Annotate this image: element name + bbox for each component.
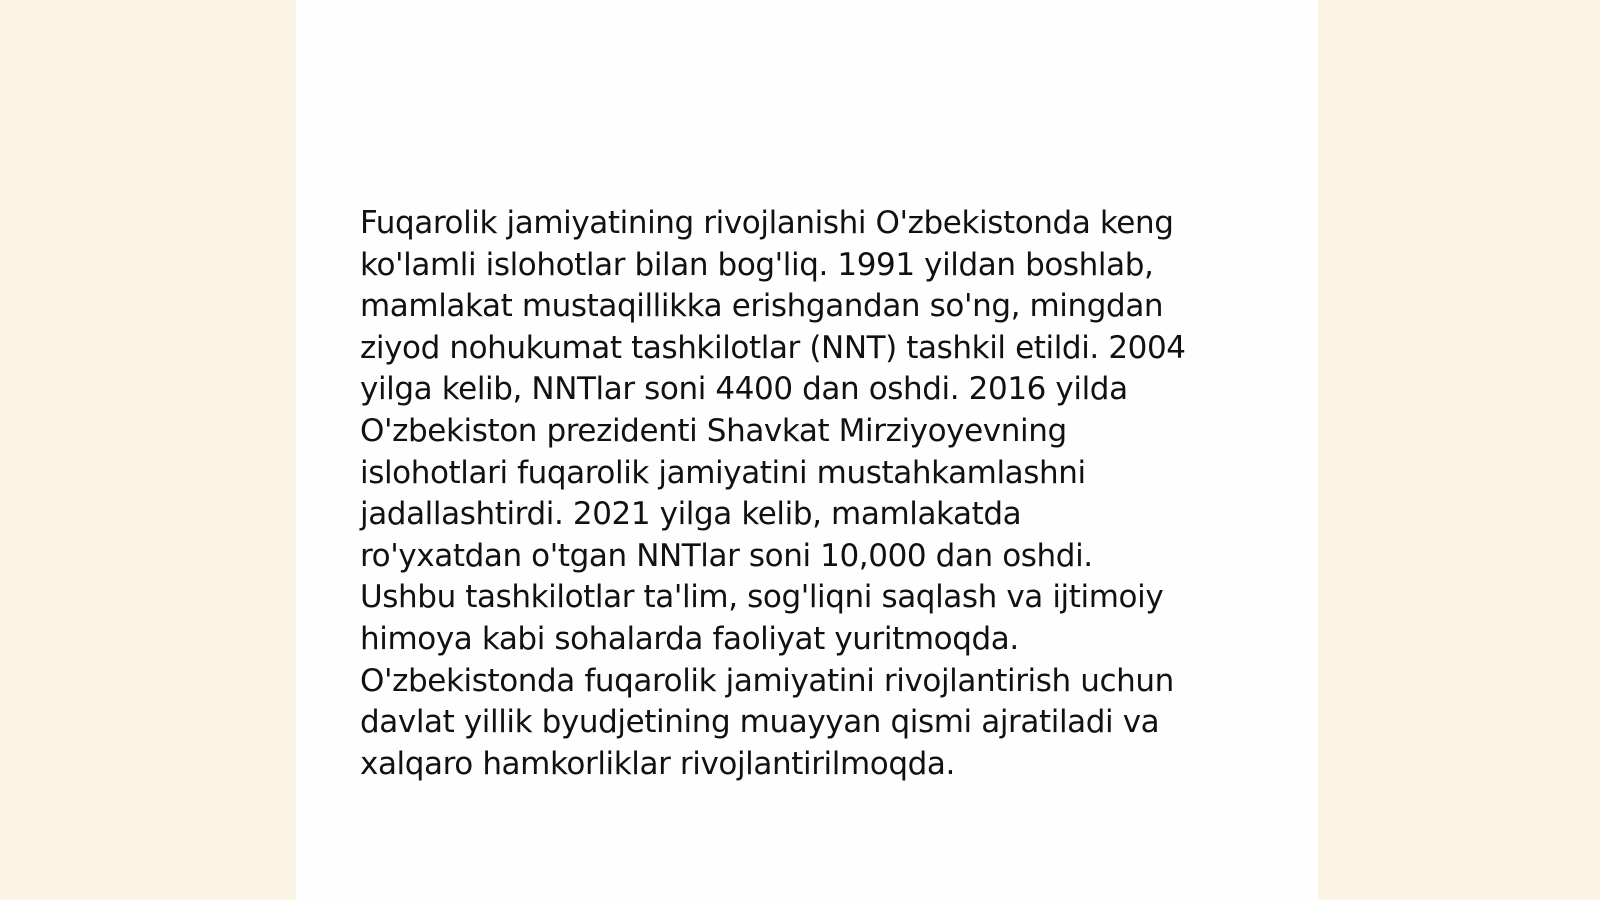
- text-line: yilga kelib, NNTlar soni 4400 dan oshdi. 2016 yilda: [360, 371, 1128, 408]
- text-line: islohotlari fuqarolik jamiyatini mustahkamlashni: [360, 454, 1086, 491]
- text-line: ziyod nohukumat tashkilotlar (NNT) tashkil etildi. 2004: [360, 329, 1186, 366]
- text-line: Ushbu tashkilotlar ta'lim, sog'liqni saqlash va ijtimoiy: [360, 579, 1164, 616]
- text-line: O'zbekistonda fuqarolik jamiyatini rivojlantirish uchun: [360, 662, 1174, 699]
- text-line: ko'lamli islohotlar bilan bog'liq. 1991 yildan boshlab,: [360, 246, 1154, 283]
- text-line: himoya kabi sohalarda faoliyat yuritmoqda.: [360, 620, 1019, 657]
- text-line: O'zbekiston prezidenti Shavkat Mirziyoyevning: [360, 412, 1067, 449]
- text-line: xalqaro hamkorliklar rivojlantirilmoqda.: [360, 745, 955, 782]
- text-line: Fuqarolik jamiyatining rivojlanishi O'zbekistonda keng: [360, 205, 1174, 241]
- text-line: mamlakat mustaqillikka erishgandan so'ng, mingdan: [360, 288, 1164, 325]
- text-line: davlat yillik byudjetining muayyan qismi ajratiladi va: [360, 704, 1160, 741]
- text-line: jadallashtirdi. 2021 yilga kelib, mamlakatda: [360, 496, 1022, 533]
- document-page: [296, 0, 1318, 900]
- body-paragraph: [360, 203, 1260, 785]
- text-line: ro'yxatdan o'tgan NNTlar soni 10,000 dan oshdi.: [360, 537, 1093, 574]
